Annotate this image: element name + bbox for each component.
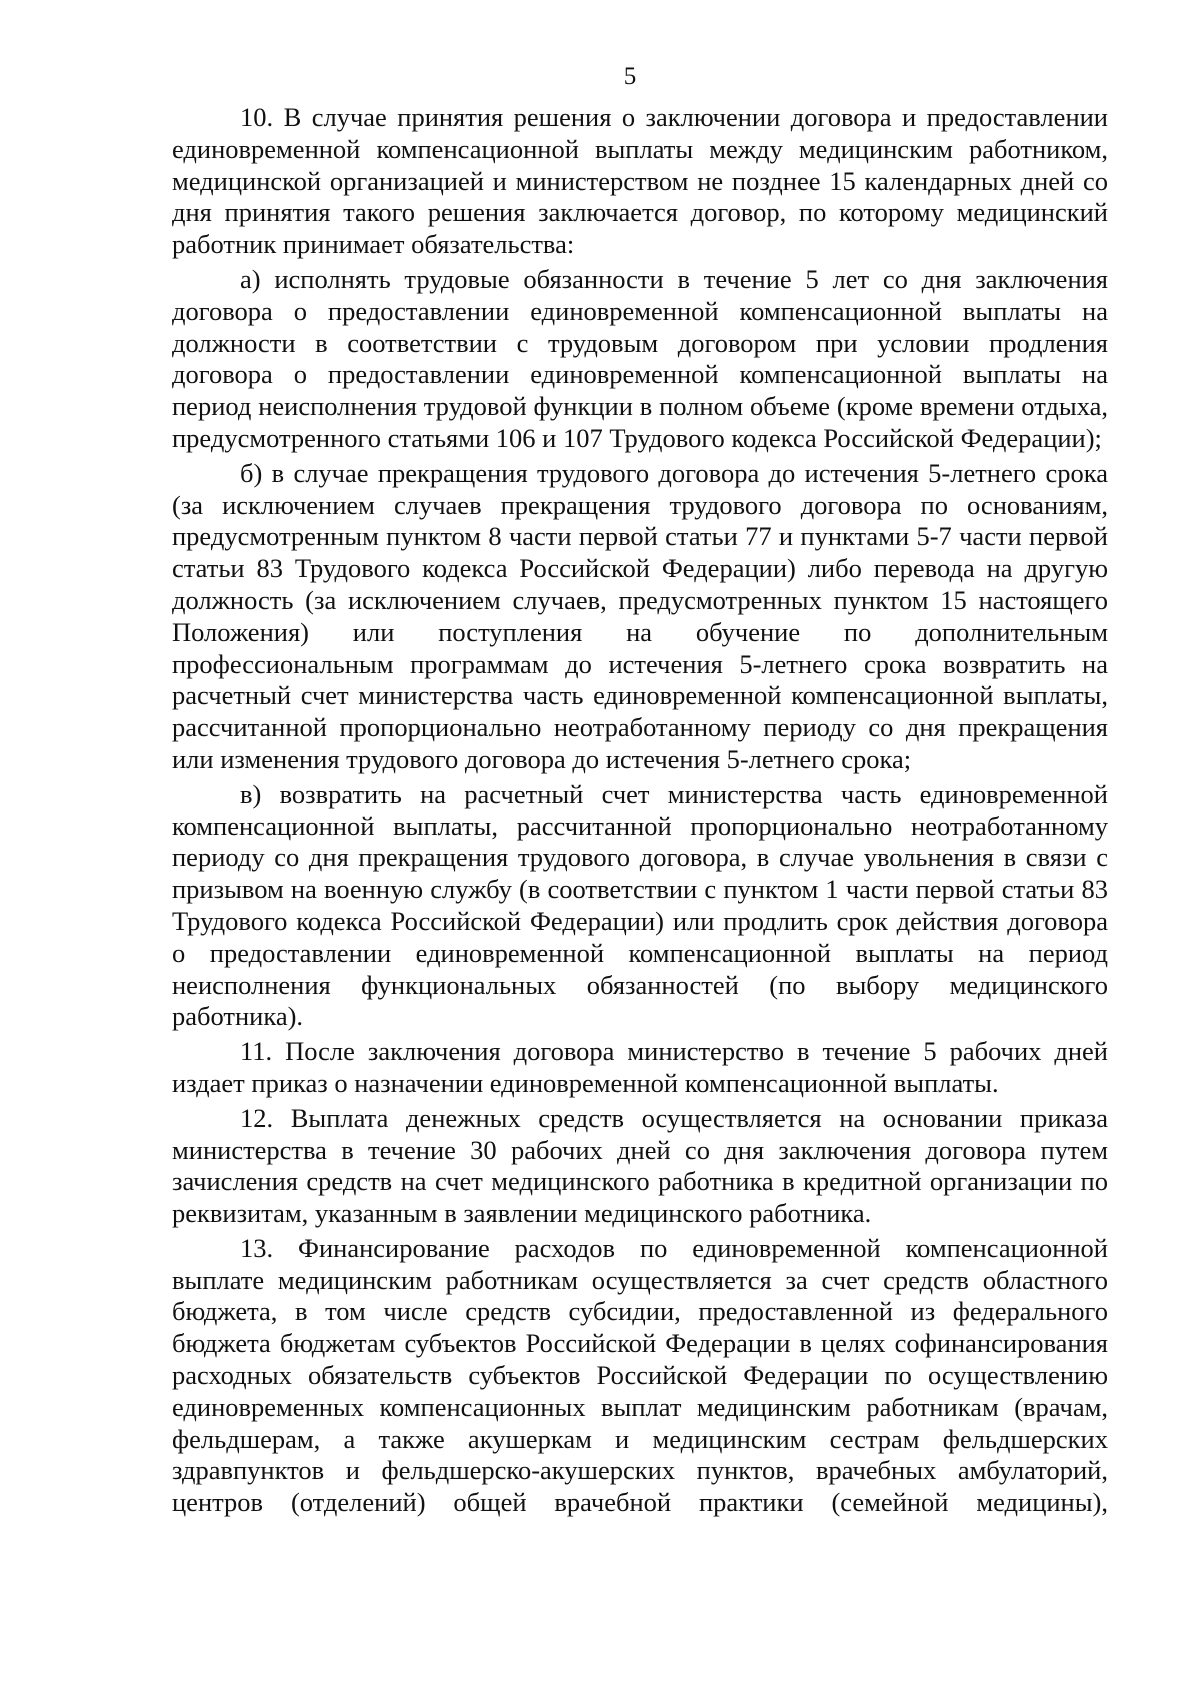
document-body — [172, 102, 1108, 1522]
paragraph-10a: а) исполнять трудовые обязанности в течение 5 лет со дня заключения договора о предоставлении единовременной компенсационной выплаты на должности в соответствии с трудовым договором при условии продления договора о предоставлении единовременной компенсационной выплаты на период неисполнения трудовой функции в полном объеме (кроме времени отдыха, предусмотренного статьями 106 и 107 Трудового кодекса Российской Федерации); — [172, 263, 1108, 453]
paragraph-10v: в) возвратить на расчетный счет министерства часть единовременной компенсационной выплаты, рассчитанной пропорционально неотработанному периоду со дня прекращения трудового договора, в случае увольнения в связи с призывом на военную службу (в соответствии с пунктом 1 части первой статьи 83 Трудового кодекса Российской Федерации) или продлить срок действия договора о предоставлении единовременной компенсационной выплаты на период неисполнения функциональных обязанностей (по выбору медицинского работника). — [172, 778, 1108, 1032]
paragraph-11: 11. После заключения договора министерство в течение 5 рабочих дней издает приказ о назначении единовременной компенсационной выплаты. — [172, 1036, 1108, 1098]
paragraph-12: 12. Выплата денежных средств осуществляется на основании приказа министерства в течение 30 рабочих дней со дня заключения договора путем зачисления средств на счет медицинского работника в кредитной организации по реквизитам, указанным в заявлении медицинского работника. — [172, 1102, 1108, 1229]
paragraph-13: 13. Финансирование расходов по единовременной компенсационной выплате медицинским работникам осуществляется за счет средств областного бюджета, в том числе средств субсидии, предоставленной из федерального бюджета бюджетам субъектов Российской Федерации в целях софинансирования расходных обязательств субъектов Российской Федерации по осуществлению единовременных компенсационных выплат медицинским работникам (врачам, фельдшерам, а также акушеркам и медицинским сестрам фельдшерских здравпунктов и фельдшерско-акушерских пунктов, врачебных амбулаторий, центров (отделений) общей врачебной практики (семейной медицины), — [172, 1232, 1108, 1518]
paragraph-10: 10. В случае принятия решения о заключении договора и предоставлении единовременной компенсационной выплаты между медицинским работником, медицинской организацией и министерством не позднее 15 календарных дней со дня принятия такого решения заключается договор, по которому медицинский работник принимает обязательства: — [172, 102, 1108, 260]
page-number: 5 — [623, 63, 637, 90]
paragraph-10b: б) в случае прекращения трудового договора до истечения 5-летнего срока (за исключением случаев прекращения трудового договора по основаниям, предусмотренным пунктом 8 части первой статьи 77 и пунктами 5-7 части первой статьи 83 Трудового кодекса Российской Федерации) либо перевода на другую должность (за исключением случаев, предусмотренных пунктом 15 настоящего Положения) или поступления на обучение по дополнительным профессиональным программам до истечения 5-летнего срока возвратить на расчетный счет министерства часть единовременной компенсационной выплаты, рассчитанной пропорционально неотработанному периоду со дня прекращения или изменения трудового договора до истечения 5-летнего срока; — [172, 457, 1108, 774]
